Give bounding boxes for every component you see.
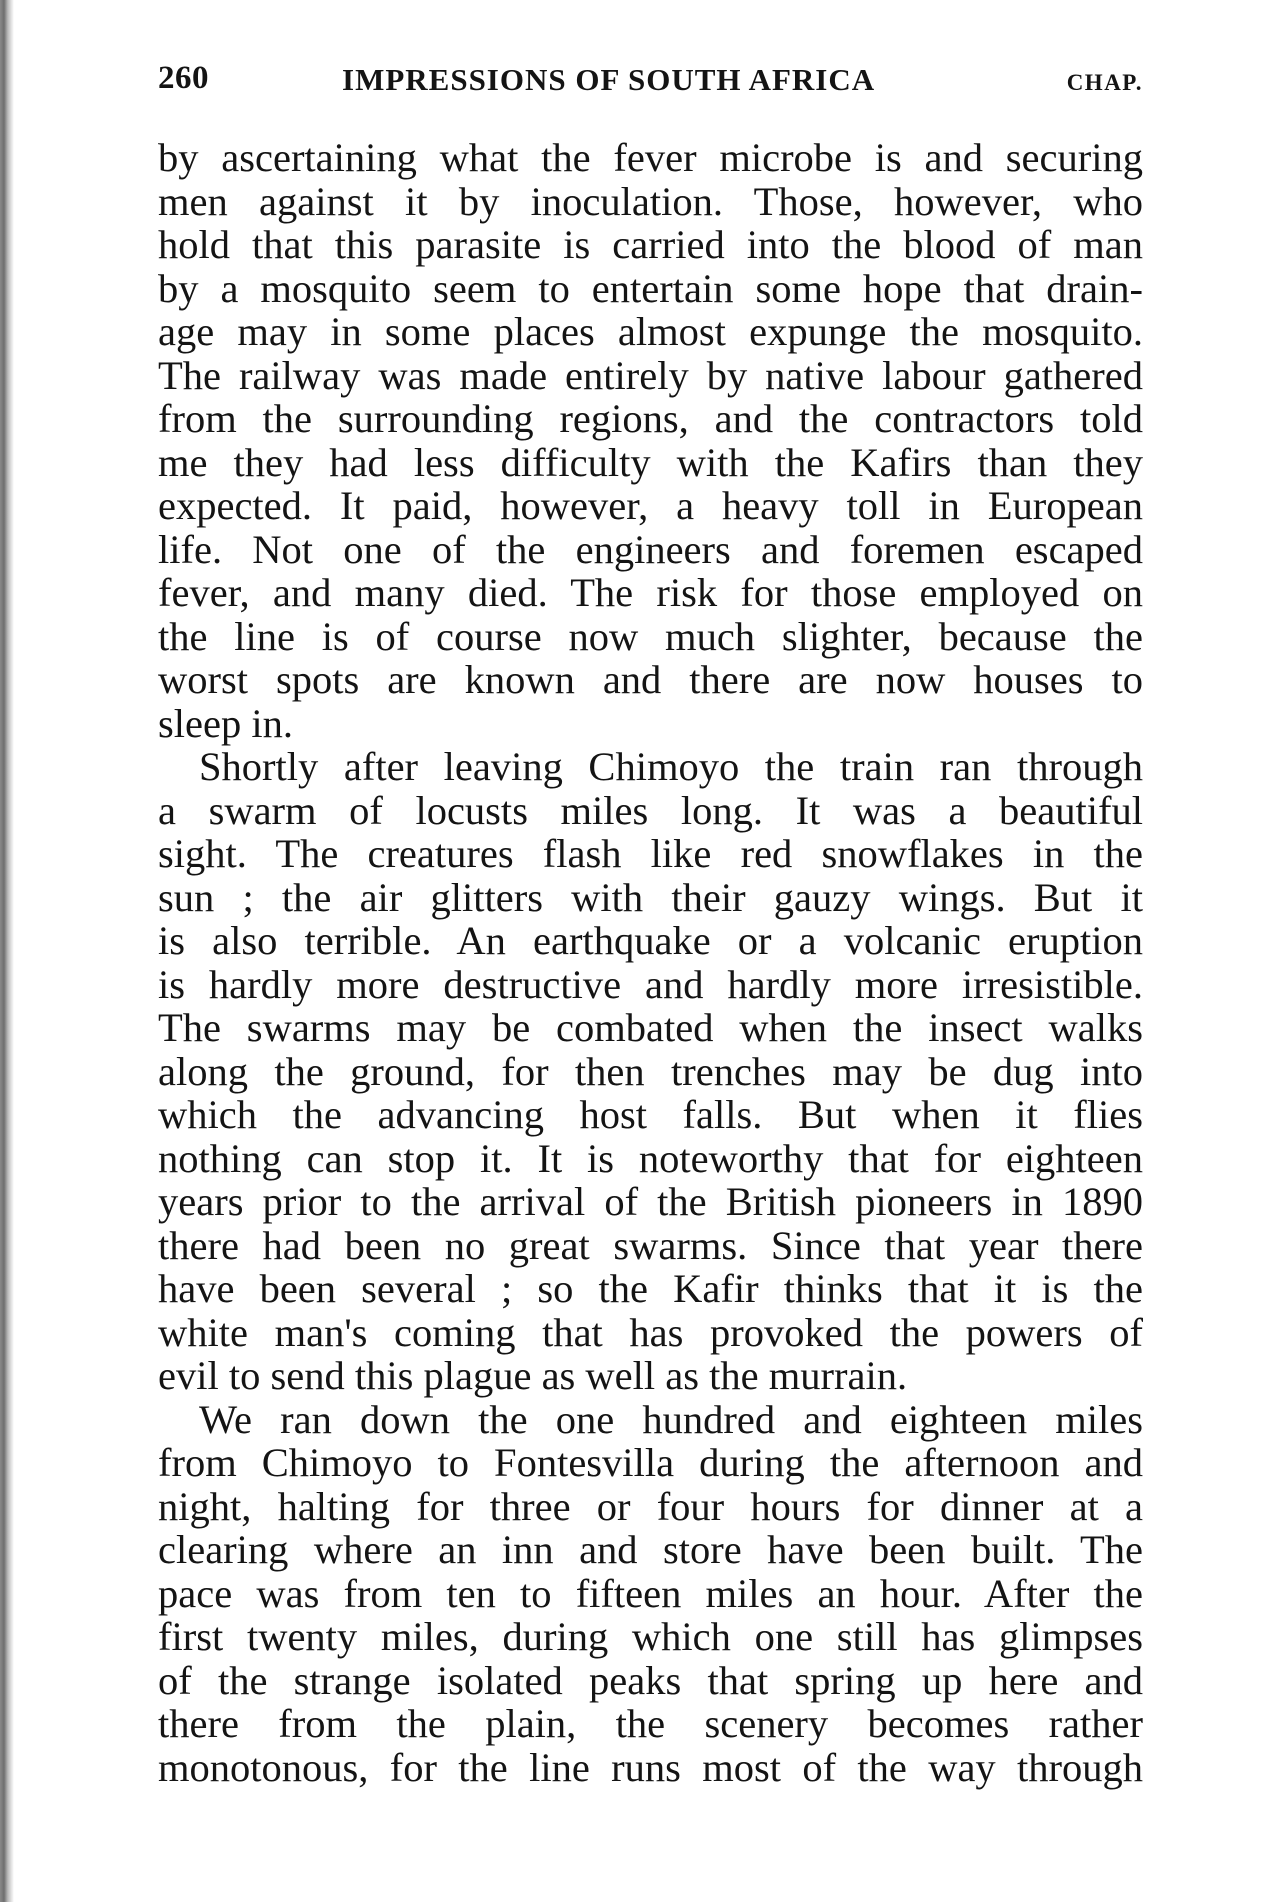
- text-line: first twenty miles, during which one still has glimpses: [158, 1614, 1143, 1659]
- text-line: is also terrible. An earthquake or a volcanic eruption: [158, 918, 1143, 963]
- binding-edge: [0, 0, 14, 1902]
- running-head: [158, 60, 1143, 106]
- text-line: is hardly more destructive and hardly more irresistible.: [158, 961, 1143, 1007]
- text-line: along the ground, for then trenches may be dug into: [158, 1048, 1143, 1094]
- text-line: by ascertaining what the fever microbe is and securing: [158, 135, 1143, 180]
- text-line: sun ; the air glitters with their gauzy wings. But it: [158, 874, 1143, 920]
- paragraph: [158, 1398, 1143, 1790]
- text-line: years prior to the arrival of the British pioneers in 1890: [158, 1179, 1143, 1224]
- text-line: life. Not one of the engineers and foremen escaped: [158, 526, 1143, 572]
- text-line: Shortly after leaving Chimoyo the train ran through: [199, 744, 1143, 789]
- text-line: a swarm of locusts miles long. It was a beautiful: [158, 787, 1143, 833]
- text-line: have been several ; so the Kafir thinks that it is the: [158, 1266, 1143, 1311]
- text-line: hold that this parasite is carried into the blood of man: [158, 222, 1143, 267]
- text-line: from Chimoyo to Fontesvilla during the afternoon and: [158, 1440, 1143, 1485]
- text-line: clearing where an inn and store have been built. The: [158, 1527, 1143, 1572]
- text-line: the line is of course now much slighter, because the: [158, 613, 1143, 659]
- text-line: me they had less difficulty with the Kafirs than they: [158, 439, 1143, 485]
- text-line: sight. The creatures flash like red snowflakes in the: [158, 831, 1143, 876]
- book-page: [158, 60, 1143, 1789]
- paragraph: [158, 136, 1143, 745]
- body-text: [158, 136, 1143, 1789]
- text-line: night, halting for three or four hours for dinner at a: [158, 1483, 1143, 1529]
- text-line: there had been no great swarms. Since that year there: [158, 1222, 1143, 1268]
- text-line: by a mosquito seem to entertain some hope that drain-: [158, 265, 1143, 311]
- page-number: 260: [158, 60, 209, 96]
- text-line: expected. It paid, however, a heavy toll in European: [158, 483, 1143, 528]
- text-line: of the strange isolated peaks that spring up here and: [158, 1657, 1143, 1703]
- text-line: white man's coming that has provoked the powers of: [158, 1309, 1143, 1355]
- text-line: We ran down the one hundred and eighteen miles: [199, 1396, 1143, 1442]
- text-line: worst spots are known and there are now houses to: [158, 657, 1143, 702]
- text-line: The railway was made entirely by native labour gathered: [158, 352, 1143, 398]
- text-line: which the advancing host falls. But when it flies: [158, 1092, 1143, 1137]
- text-line: there from the plain, the scenery becomes rather: [158, 1701, 1143, 1746]
- paragraph: [158, 745, 1143, 1398]
- text-line: pace was from ten to fifteen miles an hour. After the: [158, 1570, 1143, 1616]
- text-line: sleep in.: [158, 700, 293, 746]
- text-line: The swarms may be combated when the insect walks: [158, 1005, 1143, 1050]
- text-line: fever, and many died. The risk for those employed on: [158, 570, 1143, 615]
- chapter-marker: CHAP.: [1066, 70, 1143, 95]
- text-line: evil to send this plague as well as the murrain.: [158, 1353, 908, 1398]
- text-line: age may in some places almost expunge the mosquito.: [158, 309, 1143, 354]
- running-title: IMPRESSIONS OF SOUTH AFRICA: [342, 62, 876, 97]
- text-line: nothing can stop it. It is noteworthy that for eighteen: [158, 1135, 1143, 1181]
- text-line: men against it by inoculation. Those, however, who: [158, 178, 1143, 224]
- text-line: monotonous, for the line runs most of the way through: [158, 1744, 1143, 1790]
- text-line: from the surrounding regions, and the contractors told: [158, 396, 1143, 441]
